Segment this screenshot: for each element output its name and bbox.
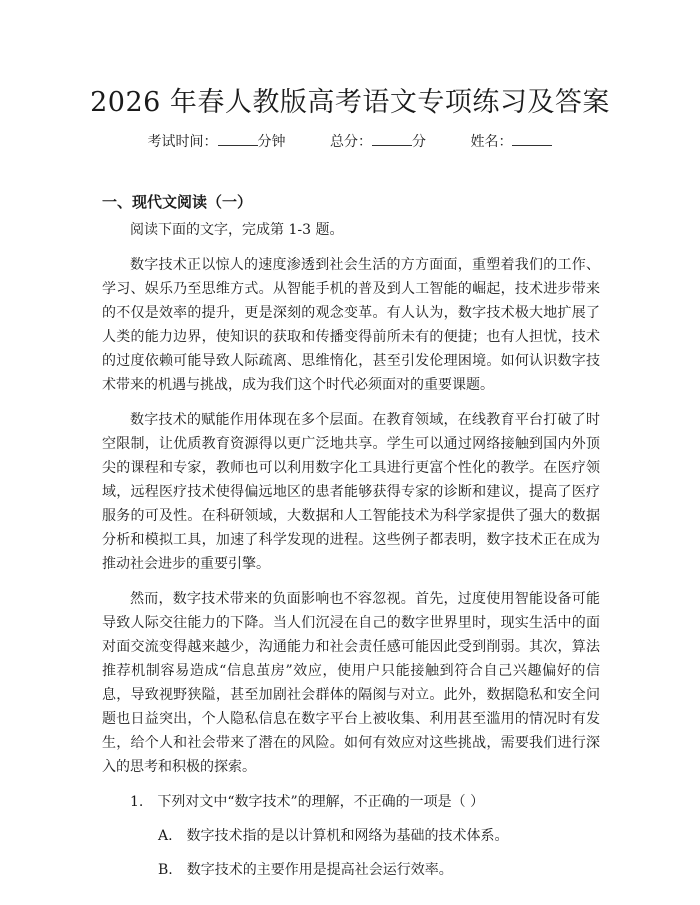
exam-time: [148, 134, 286, 150]
total-score-unit: 分: [412, 134, 426, 150]
passage-paragraph: 然而，数字技术带来的负面影响也不容忽视。首先，过度使用智能设备可能导致人际交往能力的下降。当人们沉浸在自己的数字世界里时，现实生活中的面对面交流变得越来越少，沟通能力和社会责任感可能因此受到削弱。其次，算法推荐机制容易造成“信息茧房”效应，使用户只能接触到符合自己兴趣偏好的信息，导致视野狭隘，甚至加剧社会群体的隔阂与对立。此外，数据隐私和安全问题也日益突出，个人隐私信息在数字平台上被收集、利用甚至滥用的情况时有发生，给个人和社会带来了潜在的风险。如何有效应对这些挑战，需要我们进行深入的思考和积极的探索。: [102, 591, 600, 775]
instruction-text: 阅读下面的文字，完成第 1-3 题。: [130, 222, 344, 238]
exam-time-blank: [218, 133, 258, 146]
passage-paragraph: 数字技术的赋能作用体现在多个层面。在教育领域，在线教育平台打破了时空限制，让优质教育资源得以更广泛地共享。学生可以通过网络接触到国内外顶尖的课程和专家，教师也可以利用数字化工具进行更富个性化的教学。在医疗领域，远程医疗技术使得偏远地区的患者能够获得专家的诊断和建议，提高了医疗服务的可及性。在科研领域，大数据和人工智能技术为科学家提供了强大的数据分析和模拟工具，加速了科学发现的进程。这些例子都表明，数字技术正在成为推动社会进步的重要引擎。: [102, 412, 600, 572]
student-name: [470, 134, 552, 150]
section-title: 一、现代文阅读（一）: [102, 193, 253, 211]
passage-paragraph: 数字技术正以惊人的速度渗透到社会生活的方方面面，重塑着我们的工作、学习、娱乐乃至思维方式。从智能手机的普及到人工智能的崛起，技术进步带来的不仅是效率的提升，更是深刻的观念变革。有人认为，数字技术极大地扩展了人类的能力边界，使知识的获取和传播变得前所未有的便捷；也有人担忧，技术的过度依赖可能导致人际疏离、思维惰化，甚至引发伦理困境。如何认识数字技术带来的机遇与挑战，成为我们这个时代必须面对的重要课题。: [102, 257, 600, 393]
option-b: B. 数字技术的主要作用是提高社会运行效率。: [158, 862, 453, 878]
exam-meta: [0, 131, 700, 151]
question-1: 1. 下列对文中“数字技术”的理解，不正确的一项是（ ）: [130, 794, 485, 810]
exam-time-label: 考试时间：: [147, 134, 218, 150]
reading-content: [102, 218, 600, 892]
option-a: A. 数字技术指的是以计算机和网络为基础的技术体系。: [158, 828, 509, 844]
exam-time-unit: 分钟: [257, 134, 286, 150]
total-score-blank: [372, 133, 412, 146]
student-name-label: 姓名：: [470, 134, 513, 150]
total-score: [330, 134, 426, 150]
student-name-blank: [512, 133, 552, 146]
document-title: 2026 年春人教版高考语文专项练习及答案: [90, 87, 610, 118]
total-score-label: 总分：: [330, 134, 372, 150]
